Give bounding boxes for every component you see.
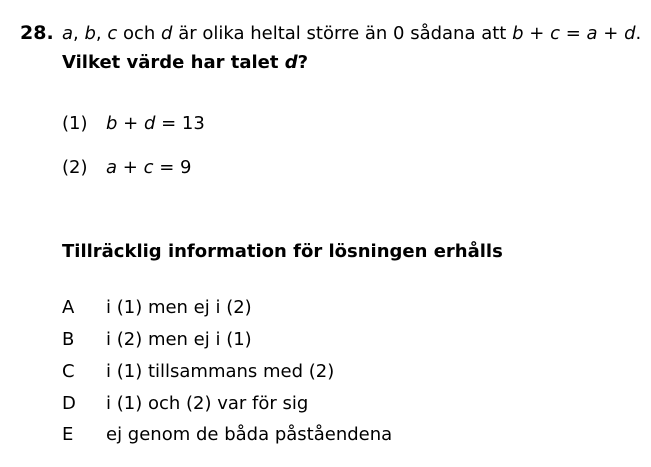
option-e[interactable] (62, 424, 392, 445)
statement-number: (1) (62, 113, 88, 134)
option-b[interactable] (62, 329, 252, 350)
prompt-text: Vilket värde har talet (62, 52, 285, 73)
equation-d: d (624, 23, 636, 44)
variable-b: b (84, 23, 96, 44)
conjunction: och (117, 23, 162, 44)
option-text: i (1) och (2) var för sig (106, 393, 309, 414)
option-letter: E (62, 424, 74, 445)
statement-var: c (143, 157, 154, 178)
option-letter: D (62, 393, 76, 414)
question-number: 28. (20, 22, 54, 44)
option-letter: B (62, 329, 75, 350)
equation-b: b (512, 23, 524, 44)
statement-value: = 13 (155, 113, 205, 134)
option-d[interactable] (62, 393, 308, 414)
statement-2 (62, 157, 191, 178)
statement-var: b (106, 113, 118, 134)
statement-operator: + (117, 113, 144, 134)
option-letter: C (62, 361, 75, 382)
question-prompt (62, 52, 308, 73)
option-text: i (1) men ej i (2) (106, 297, 252, 318)
option-a[interactable] (62, 297, 252, 318)
equation-a: a (586, 23, 598, 44)
plus-sign: + (523, 23, 551, 44)
equation-c: c (550, 23, 560, 44)
variable-c: c (107, 23, 118, 44)
statement-var: d (143, 113, 156, 134)
info-heading: Tillräcklig information för lösningen erhålls (62, 241, 503, 262)
separator: , (95, 23, 108, 44)
variable-d: d (161, 23, 173, 44)
option-text: ej genom de båda påståendena (106, 424, 393, 445)
statement-var: a (106, 157, 118, 178)
question-text (62, 23, 641, 44)
separator: , (73, 23, 85, 44)
question-middle-text: är olika heltal större än 0 sådana att (172, 23, 513, 44)
prompt-punctuation: ? (297, 52, 309, 73)
statement-1 (62, 113, 205, 134)
statement-number: (2) (62, 157, 88, 178)
plus-sign: + (597, 23, 625, 44)
option-text: i (2) men ej i (1) (106, 329, 252, 350)
statement-value: = 9 (153, 157, 192, 178)
option-letter: A (62, 297, 75, 318)
variable-a: a (62, 23, 74, 44)
prompt-variable: d (284, 52, 298, 73)
option-c[interactable] (62, 361, 334, 382)
equals-sign: = (559, 23, 587, 44)
period: . (635, 23, 642, 44)
option-text: i (1) tillsammans med (2) (106, 361, 335, 382)
statement-operator: + (117, 157, 144, 178)
